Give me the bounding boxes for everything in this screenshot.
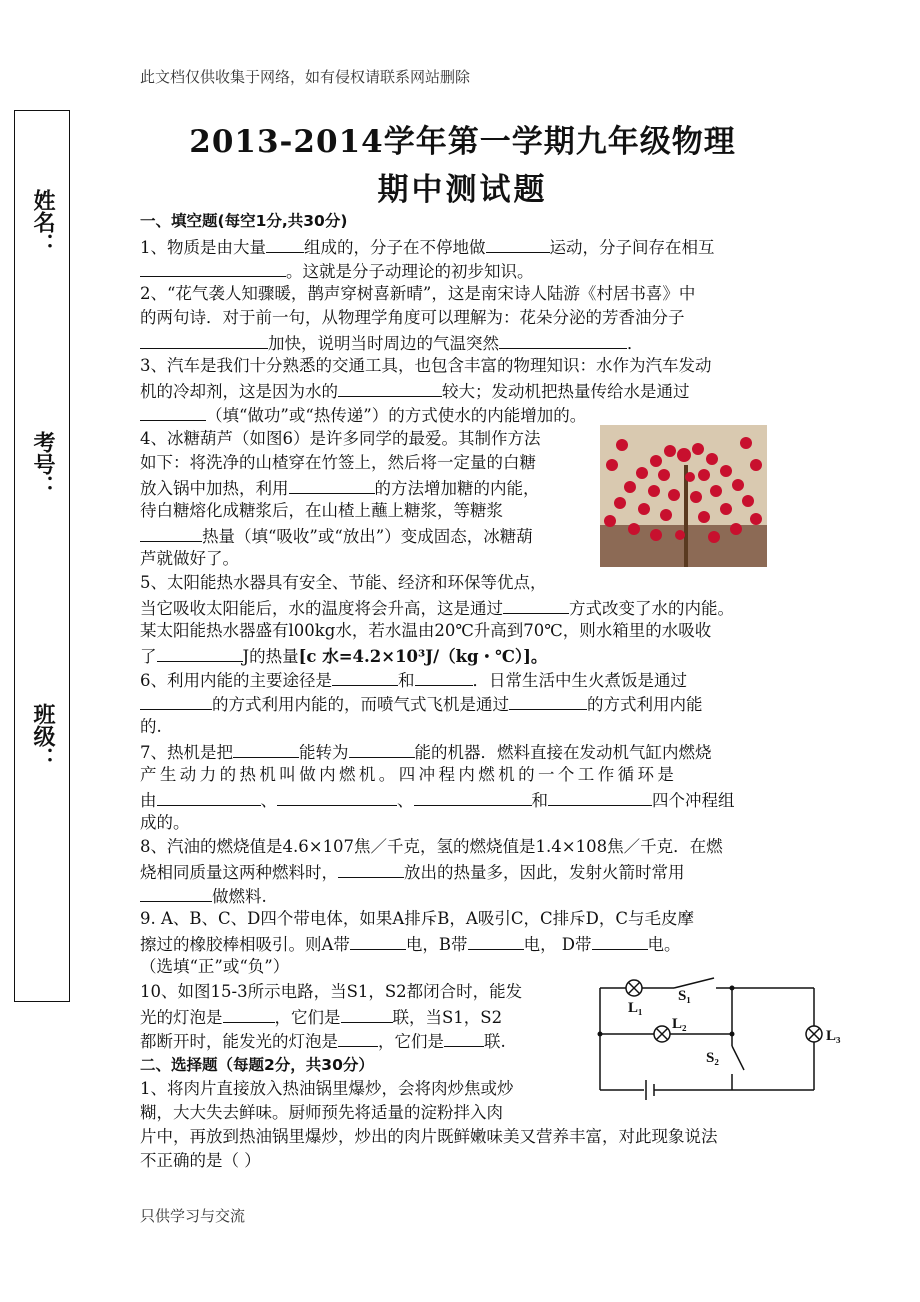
blank[interactable] [140, 404, 206, 421]
question-3-line-3: （填“做功”或“热传递”）的方式使水的内能增加的。 [140, 404, 586, 426]
blank[interactable] [415, 669, 473, 686]
question-4-line-6: 芦就做好了。 [140, 549, 239, 568]
blank[interactable] [266, 236, 304, 253]
blank[interactable] [140, 332, 268, 349]
blank[interactable] [277, 789, 397, 806]
question-2-line-3: 加快，说明当时周边的气温突然 ． [140, 332, 644, 354]
question-7-line-1: 7、热机是把 能转为 能的机器．燃料直接在发动机气缸内燃烧 [140, 743, 712, 762]
question-8-line-1: 8、汽油的燃烧值是4.6×107焦／千克，氢的燃烧值是1.4×108焦／千克．在燃 [140, 837, 723, 856]
choice-1-line-4: 不正确的是（ ） [140, 1151, 261, 1170]
blank[interactable] [350, 933, 406, 950]
blank[interactable] [157, 789, 261, 806]
question-1-line-1: 1、物质是由大量 组成的，分子在不停地做 运动，分子间存在相互 [140, 238, 715, 257]
blank[interactable] [499, 332, 627, 349]
blank[interactable] [509, 693, 587, 710]
choice-1-line-2: 糊，大大失去鲜味。厨师预先将适量的淀粉拌入肉 [140, 1103, 503, 1122]
question-10-line-1: 10、如图15-3所示电路，当S1，S2都闭合时，能发 [140, 982, 523, 1001]
blank[interactable] [503, 597, 569, 614]
question-6-line-1: 6、利用内能的主要途径是 和 ．日常生活中生火煮饭是通过 [140, 671, 687, 690]
question-4-line-4: 待白糖熔化成糖浆后，在山楂上蘸上糖浆，等糖浆 [140, 501, 503, 520]
question-10-line-2: 光的灯泡是 ，它们是 联，当S1，S2 [140, 1008, 503, 1027]
question-7-line-2: 产生动力的热机叫做内燃机。四冲程内燃机的一个工作循环是 [140, 765, 678, 784]
blank[interactable] [444, 1030, 484, 1047]
blank[interactable] [233, 741, 299, 758]
question-4-line-3: 放入锅中加热，利用 的方法增加糖的内能， [140, 479, 540, 498]
blank[interactable] [289, 477, 375, 494]
circuit-label-s1: S₁ [678, 988, 691, 1004]
choice-1-line-3: 片中，再放到热油锅里爆炒，炒出的肉片既鲜嫩味美又营养丰富，对此现象说法 [140, 1127, 718, 1146]
name-label: 姓名： [30, 189, 56, 255]
blank[interactable] [338, 861, 404, 878]
question-7-line-4: 成的。 [140, 813, 190, 832]
section-heading-fill: 一、填空题(每空1分,共30分) [140, 212, 348, 230]
header-note: 此文档仅供收集于网络，如有侵权请联系网站删除 [140, 68, 471, 86]
question-5-line-1: 5、太阳能热水器具有安全、节能、经济和环保等优点， [140, 573, 547, 592]
circuit-diagram [592, 968, 841, 1108]
question-4-line-2: 如下：将洗净的山楂穿在竹签上，然后将一定量的白糖 [140, 453, 536, 472]
circuit-label-l2: L₂ [672, 1016, 687, 1032]
footer-note: 只供学习与交流 [140, 1207, 246, 1225]
question-3-line-2: 机的冷却剂，这是因为水的 较大；发动机把热量传给水是通过 [140, 382, 690, 401]
blank[interactable] [140, 525, 202, 542]
question-9-line-2: 擦过的橡胶棒相吸引。则A带 电，B带 电， D带 电。 [140, 935, 681, 954]
section-heading-choice: 二、选择题（每题2分，共30分） [140, 1056, 374, 1074]
class-label: 班级： [30, 703, 56, 769]
circuit-label-l3: L₃ [826, 1028, 841, 1044]
question-1-line-2: 。这就是分子动理论的初步知识。 [140, 260, 534, 282]
question-7-line-3: 由 、 、 和 四个冲程组 [140, 791, 735, 810]
question-8-line-3: 做燃料. [140, 885, 267, 907]
student-info-box [14, 110, 70, 1002]
blank[interactable] [140, 260, 286, 277]
blank[interactable] [140, 885, 212, 902]
question-6-line-2: 的方式利用内能的，而喷气式飞机是通过 的方式利用内能 [140, 693, 703, 715]
blank[interactable] [349, 741, 415, 758]
question-9-line-3: （选填“正”或“负”） [140, 957, 290, 976]
blank[interactable] [338, 1030, 378, 1047]
candied-haws-photo [600, 425, 767, 567]
blank[interactable] [548, 789, 652, 806]
blank[interactable] [140, 693, 212, 710]
blank[interactable] [341, 1006, 393, 1023]
choice-1-line-1: 1、将肉片直接放入热油锅里爆炒，会将肉炒焦或炒 [140, 1079, 514, 1098]
blank[interactable] [338, 380, 442, 397]
circuit-label-l1: L₁ [628, 1000, 643, 1016]
question-5-line-2: 当它吸收太阳能后，水的温度将会升高，这是通过 方式改变了水的内能。 [140, 599, 734, 618]
question-4-line-5: 热量（填“吸收”或“放出”）变成固态，冰糖葫 [140, 525, 533, 547]
blank[interactable] [332, 669, 398, 686]
question-5-line-3: 某太阳能热水器盛有l00kg水，若水温由20℃升高到70℃，则水箱里的水吸收 [140, 621, 712, 640]
question-3-line-1: 3、汽车是我们十分熟悉的交通工具，也包含丰富的物理知识：水作为汽车发动 [140, 356, 712, 375]
blank[interactable] [486, 236, 550, 253]
circuit-label-s2: S₂ [706, 1050, 719, 1066]
blank[interactable] [592, 933, 648, 950]
exam-number-label: 考号： [30, 431, 56, 497]
blank[interactable] [414, 789, 532, 806]
question-2-line-2: 的两句诗．对于前一句，从物理学角度可以理解为：花朵分泌的芳香油分子 [140, 308, 685, 327]
blank[interactable] [157, 645, 243, 662]
page-title: 2013-2014学年第一学期九年级物理 [189, 124, 736, 160]
question-10-line-3: 都断开时，能发光的灯泡是 ，它们是 联. [140, 1032, 506, 1051]
question-2-line-1: 2、“花气袭人知骤暖，鹊声穿树喜新晴”，这是南宋诗人陆游《村居书喜》中 [140, 284, 696, 303]
blank[interactable] [468, 933, 524, 950]
question-4-line-1: 4、冰糖葫芦（如图6）是许多同学的最爱。其制作方法 [140, 429, 541, 448]
page-subtitle: 期中测试题 [377, 172, 548, 208]
question-5-line-4: 了 J的热量[c 水=4.2×10³J/（kg・℃）]。 [140, 647, 548, 666]
question-6-line-3: 的. [140, 717, 162, 736]
question-8-line-2: 烧相同质量这两种燃料时， 放出的热量多，因此，发射火箭时常用 [140, 863, 685, 882]
blank[interactable] [223, 1006, 275, 1023]
question-9-line-1: 9. A、B、C、D四个带电体，如果A排斥B，A吸引C，C排斥D，C与毛皮摩 [140, 909, 694, 928]
